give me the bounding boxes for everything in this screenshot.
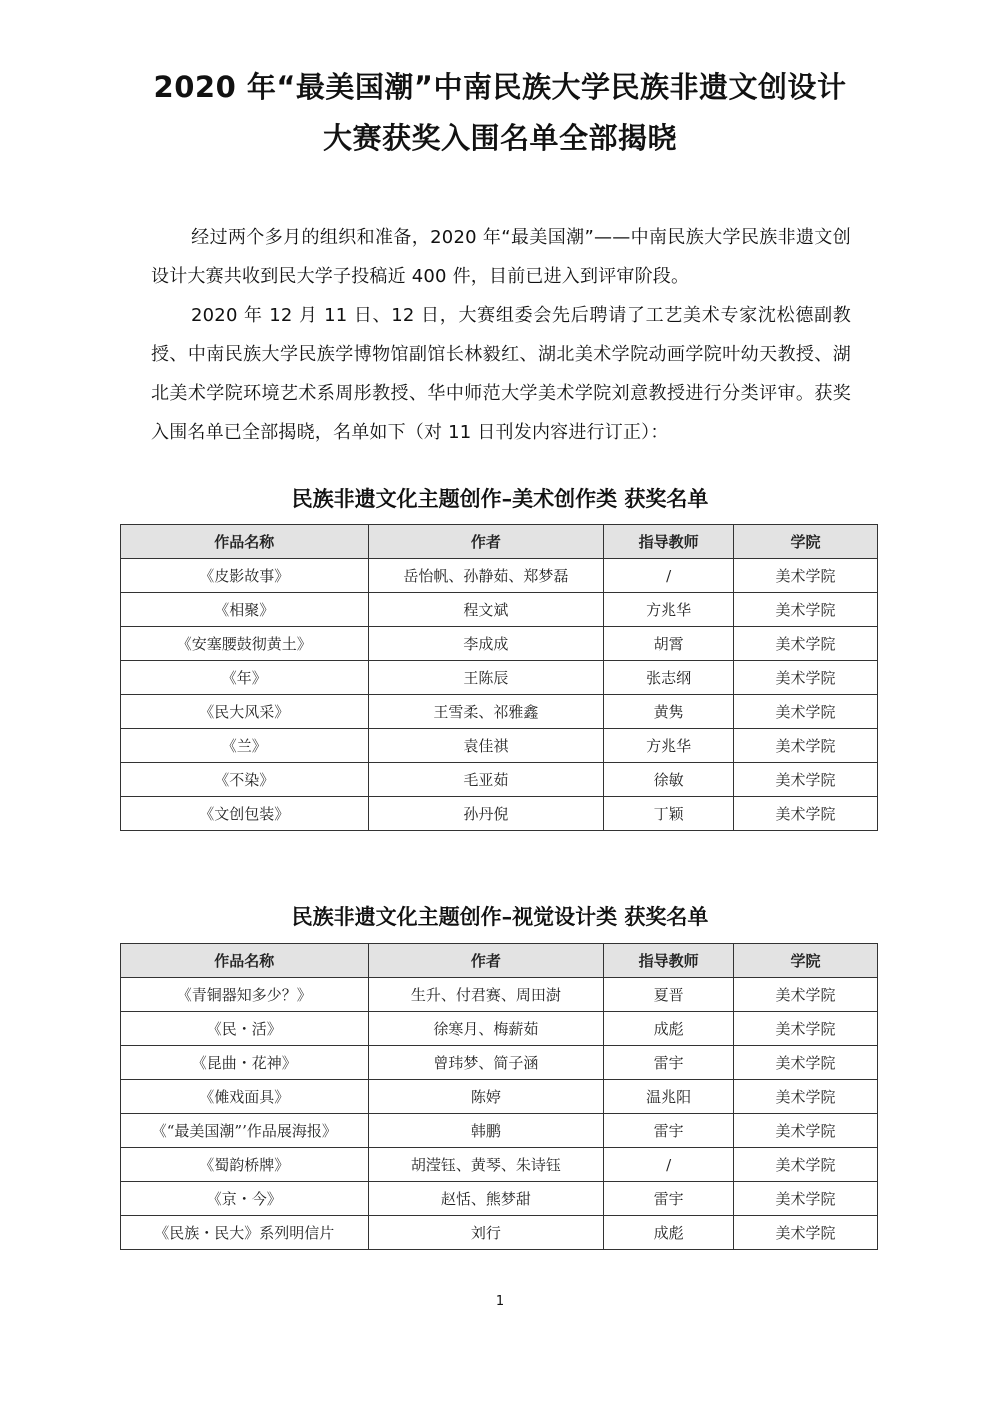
cell-college: 美术学院 bbox=[734, 729, 878, 763]
column-header-college: 学院 bbox=[734, 944, 878, 978]
cell-college: 美术学院 bbox=[734, 1012, 878, 1046]
cell-college: 美术学院 bbox=[734, 1080, 878, 1114]
column-header-work: 作品名称 bbox=[121, 525, 369, 559]
cell-college: 美术学院 bbox=[734, 1114, 878, 1148]
cell-teacher: 成彪 bbox=[604, 1012, 734, 1046]
column-header-author: 作者 bbox=[368, 944, 604, 978]
cell-author: 生升、付君赛、周田澍 bbox=[368, 978, 604, 1012]
cell-work: 《民族・民大》系列明信片 bbox=[121, 1216, 369, 1250]
table-header-row bbox=[121, 944, 878, 978]
column-header-college: 学院 bbox=[734, 525, 878, 559]
cell-college: 美术学院 bbox=[734, 763, 878, 797]
column-header-author: 作者 bbox=[368, 525, 604, 559]
cell-author: 曾玮梦、简子涵 bbox=[368, 1046, 604, 1080]
table-row bbox=[121, 978, 878, 1012]
table-header-row bbox=[121, 525, 878, 559]
cell-author: 徐寒月、梅薪茹 bbox=[368, 1012, 604, 1046]
table-heading-art-creation: 民族非遗文化主题创作–美术创作类 获奖名单 bbox=[291, 486, 709, 511]
intro-paragraph-2 bbox=[151, 296, 851, 452]
cell-work: 《兰》 bbox=[121, 729, 369, 763]
page-number: 1 bbox=[495, 1294, 505, 1309]
cell-college: 美术学院 bbox=[734, 1046, 878, 1080]
cell-teacher: 温兆阳 bbox=[604, 1080, 734, 1114]
cell-author: 程文斌 bbox=[368, 593, 604, 627]
table-row bbox=[121, 763, 878, 797]
column-header-teacher: 指导教师 bbox=[604, 525, 734, 559]
cell-college: 美术学院 bbox=[734, 1216, 878, 1250]
award-table-visual-design bbox=[120, 943, 878, 1250]
cell-teacher: 夏晋 bbox=[604, 978, 734, 1012]
cell-author: 毛亚茹 bbox=[368, 763, 604, 797]
cell-teacher: 雷宇 bbox=[604, 1182, 734, 1216]
cell-author: 王陈辰 bbox=[368, 661, 604, 695]
cell-teacher: 成彪 bbox=[604, 1216, 734, 1250]
cell-author: 王雪柔、祁雅鑫 bbox=[368, 695, 604, 729]
cell-college: 美术学院 bbox=[734, 1148, 878, 1182]
cell-author: 孙丹倪 bbox=[368, 797, 604, 831]
cell-work: 《蜀韵桥牌》 bbox=[121, 1148, 369, 1182]
table-row bbox=[121, 695, 878, 729]
cell-author: 刘行 bbox=[368, 1216, 604, 1250]
cell-teacher: 徐敏 bbox=[604, 763, 734, 797]
table-row bbox=[121, 729, 878, 763]
table-row bbox=[121, 661, 878, 695]
cell-work: 《青铜器知多少？》 bbox=[121, 978, 369, 1012]
table-row bbox=[121, 797, 878, 831]
cell-college: 美术学院 bbox=[734, 661, 878, 695]
cell-work: 《文创包装》 bbox=[121, 797, 369, 831]
cell-author: 岳怡帆、孙静茹、郑梦磊 bbox=[368, 559, 604, 593]
cell-work: 《相聚》 bbox=[121, 593, 369, 627]
cell-teacher: 胡霄 bbox=[604, 627, 734, 661]
intro-paragraph-2-text: 2020 年 12 月 11 日、12 日，大赛组委会先后聘请了工艺美术专家沈松德副教授、中南民族大学民族学博物馆副馆长林毅红、湖北美术学院动画学院叶幼天教授、湖北美术学院环境艺术系周彤教授、华中师范大学美术学院刘意教授进行分类评审。获奖入围名单已全部揭晓，名单如下（对 11 日刊发内容进行订正）： bbox=[151, 305, 851, 443]
table-row bbox=[121, 1182, 878, 1216]
cell-college: 美术学院 bbox=[734, 695, 878, 729]
cell-work: 《昆曲・花神》 bbox=[121, 1046, 369, 1080]
cell-college: 美术学院 bbox=[734, 627, 878, 661]
cell-teacher: / bbox=[604, 1148, 734, 1182]
table-row bbox=[121, 1148, 878, 1182]
cell-work: 《京・今》 bbox=[121, 1182, 369, 1216]
cell-author: 韩鹏 bbox=[368, 1114, 604, 1148]
cell-author: 胡滢钰、黄琴、朱诗钰 bbox=[368, 1148, 604, 1182]
table-row bbox=[121, 593, 878, 627]
cell-work: 《不染》 bbox=[121, 763, 369, 797]
table-heading-visual-design: 民族非遗文化主题创作–视觉设计类 获奖名单 bbox=[291, 904, 709, 929]
cell-teacher: 黄隽 bbox=[604, 695, 734, 729]
cell-work: 《民・活》 bbox=[121, 1012, 369, 1046]
award-table-art-creation bbox=[120, 524, 878, 831]
table-row bbox=[121, 1046, 878, 1080]
cell-college: 美术学院 bbox=[734, 593, 878, 627]
cell-work: 《年》 bbox=[121, 661, 369, 695]
cell-author: 袁佳祺 bbox=[368, 729, 604, 763]
cell-teacher: / bbox=[604, 559, 734, 593]
cell-teacher: 方兆华 bbox=[604, 729, 734, 763]
cell-author: 李成成 bbox=[368, 627, 604, 661]
cell-work: 《皮影故事》 bbox=[121, 559, 369, 593]
table-row bbox=[121, 559, 878, 593]
cell-work: 《傩戏面具》 bbox=[121, 1080, 369, 1114]
cell-college: 美术学院 bbox=[734, 978, 878, 1012]
cell-work: 《“最美国潮”’作品展海报》 bbox=[121, 1114, 369, 1148]
cell-teacher: 雷宇 bbox=[604, 1046, 734, 1080]
cell-author: 赵恬、熊梦甜 bbox=[368, 1182, 604, 1216]
cell-teacher: 张志纲 bbox=[604, 661, 734, 695]
cell-college: 美术学院 bbox=[734, 797, 878, 831]
cell-teacher: 雷宇 bbox=[604, 1114, 734, 1148]
table-row bbox=[121, 1114, 878, 1148]
table-row bbox=[121, 1080, 878, 1114]
page-title-line-2: 大赛获奖入围名单全部揭晓 bbox=[322, 121, 677, 155]
table-row bbox=[121, 1012, 878, 1046]
table-row bbox=[121, 1216, 878, 1250]
table-row bbox=[121, 627, 878, 661]
cell-college: 美术学院 bbox=[734, 559, 878, 593]
intro-paragraph-1 bbox=[151, 218, 851, 296]
column-header-teacher: 指导教师 bbox=[604, 944, 734, 978]
cell-college: 美术学院 bbox=[734, 1182, 878, 1216]
cell-work: 《民大风采》 bbox=[121, 695, 369, 729]
cell-teacher: 丁颖 bbox=[604, 797, 734, 831]
page-title-line-1: 2020 年“最美国潮”中南民族大学民族非遗文创设计 bbox=[153, 70, 847, 104]
cell-author: 陈婷 bbox=[368, 1080, 604, 1114]
intro-paragraph-1-text: 经过两个多月的组织和准备，2020 年“最美国潮”——中南民族大学民族非遗文创设计大赛共收到民大学子投稿近 400 件，目前已进入到评审阶段。 bbox=[151, 227, 851, 287]
column-header-work: 作品名称 bbox=[121, 944, 369, 978]
cell-teacher: 方兆华 bbox=[604, 593, 734, 627]
cell-work: 《安塞腰鼓彻黄土》 bbox=[121, 627, 369, 661]
